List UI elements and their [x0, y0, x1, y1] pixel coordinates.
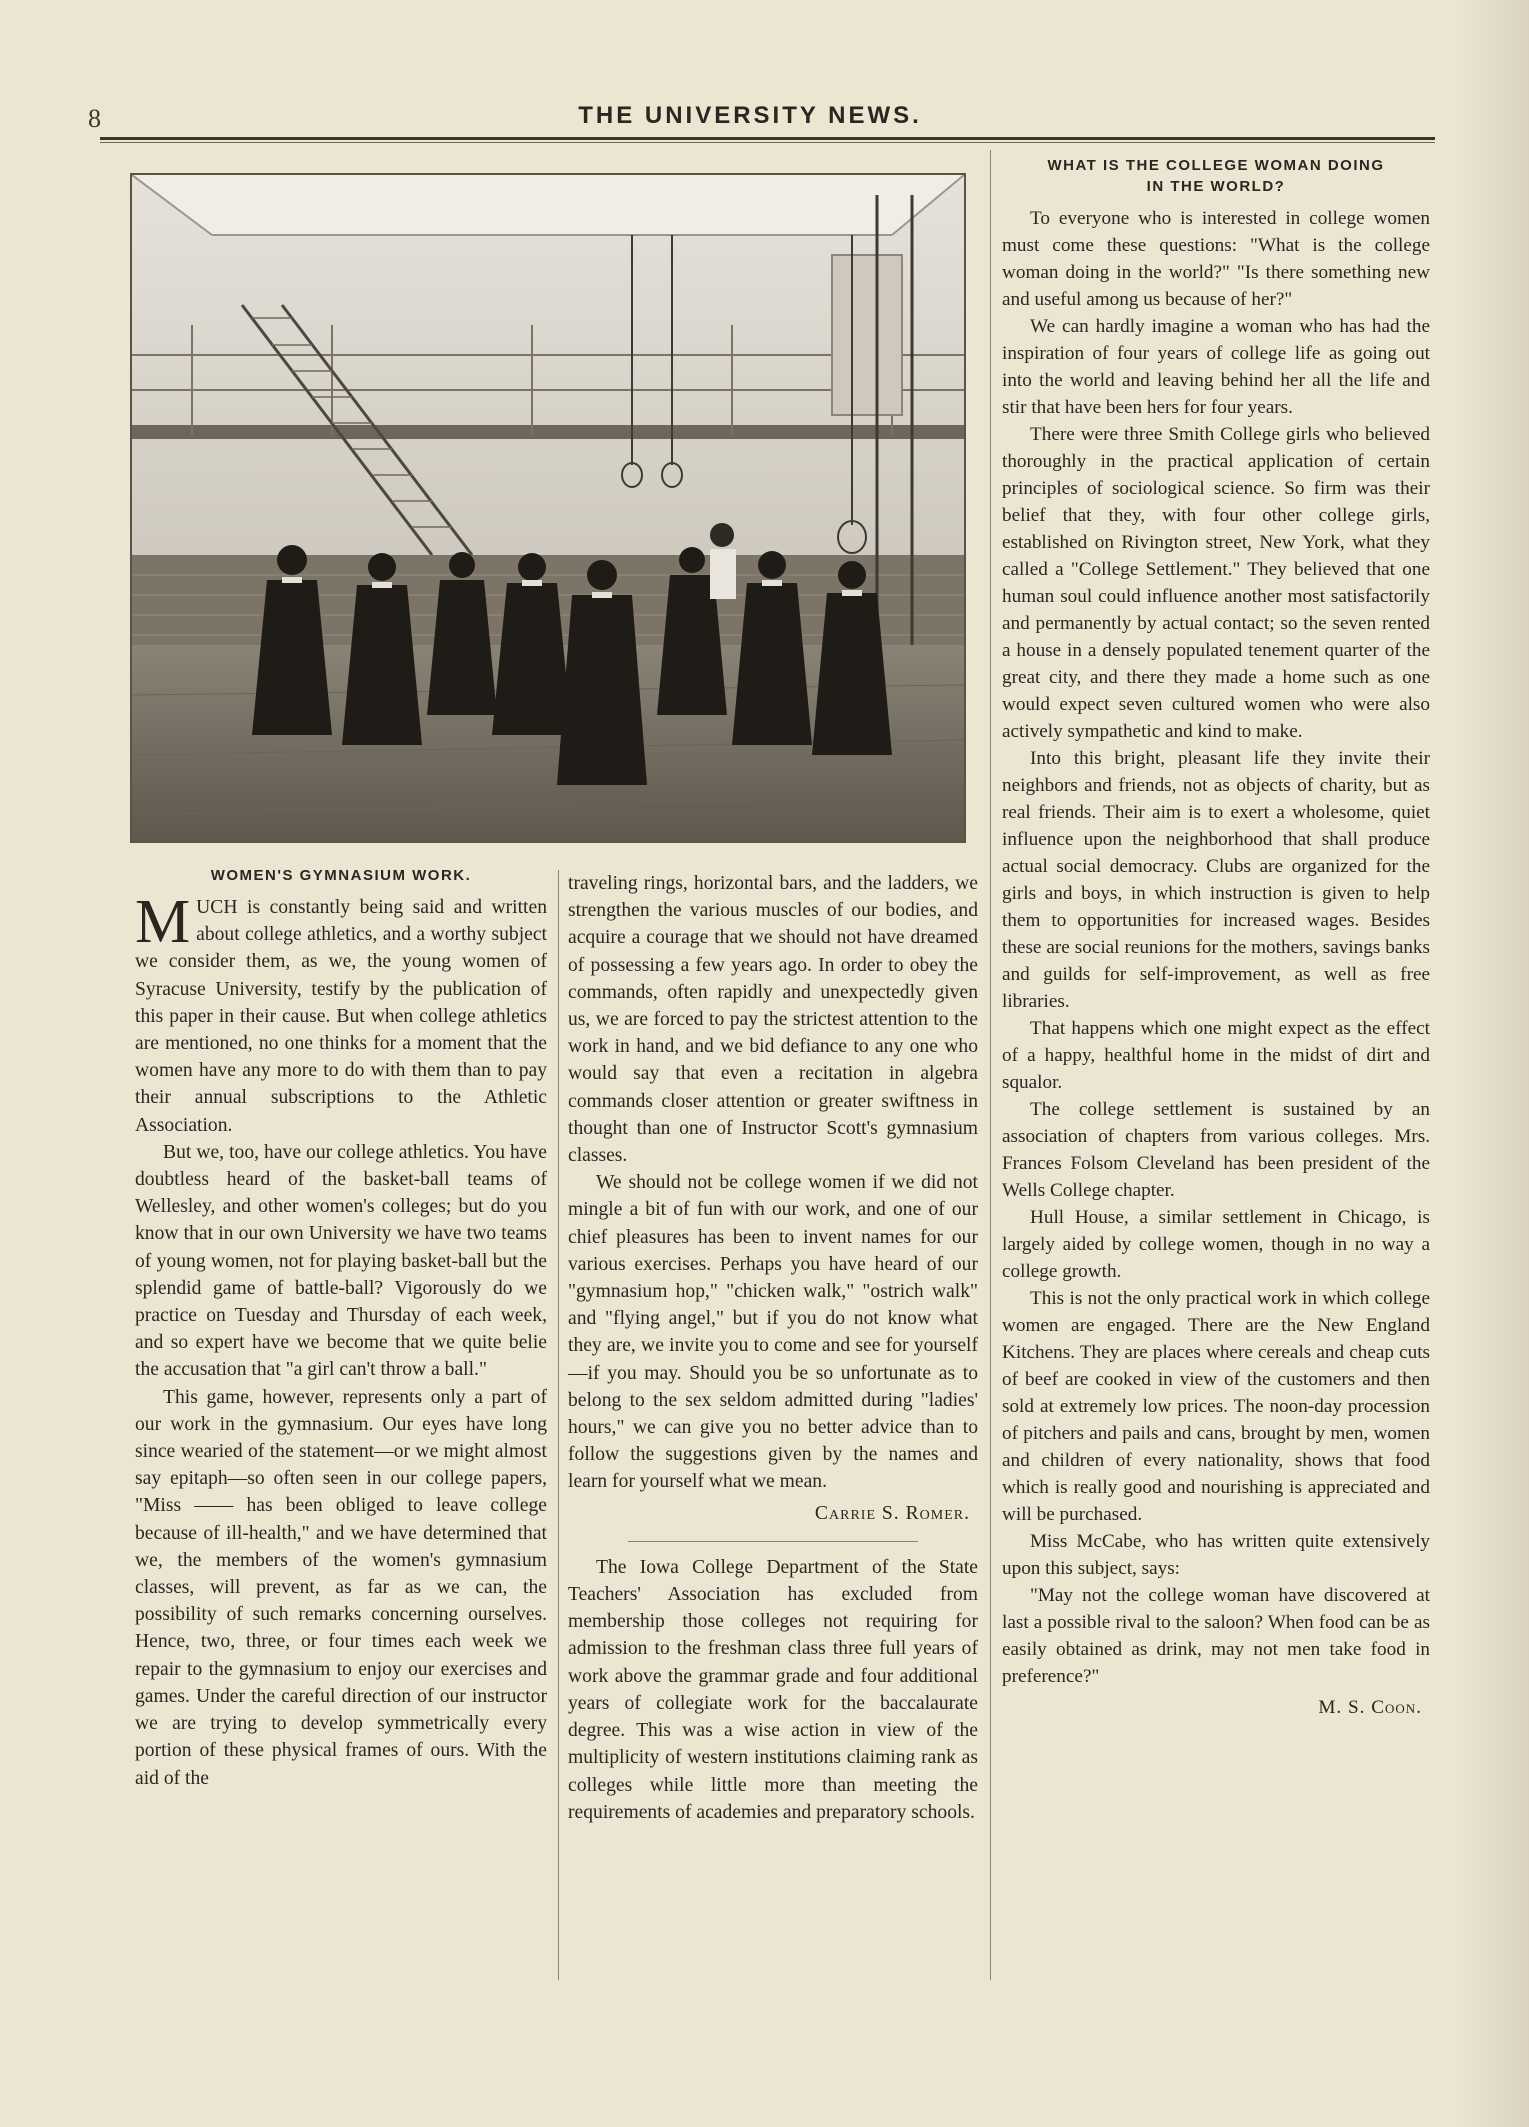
title-line: WHAT IS THE COLLEGE WOMAN DOING: [1047, 157, 1385, 174]
page-number: 8: [88, 104, 101, 133]
masthead: THE UNIVERSITY NEWS.: [578, 102, 922, 129]
article-paragraph: The college settlement is sustained by an association of chapters from various colleges. Mrs. Frances Folsom Cleveland has been president of the Wells College chapter.: [1002, 1099, 1430, 1201]
title-line: IN THE WORLD?: [1146, 178, 1286, 195]
article-college-woman-column: [1002, 155, 1430, 1735]
article-separator: [628, 1541, 918, 1542]
paragraph-text: UCH is constantly being said and written about college athletics, and a worthy subject we consider them, as we, the young women of Syracuse University, testify by the publication of this paper in their cause. But when college athletics are mentioned, no one thinks for a moment that the women have any more to do with them than to pay their annual subscriptions to the Athletic Association.: [135, 897, 547, 1136]
article-paragraph: That happens which one might expect as the effect of a happy, healthful home in the midst of dirt and squalor.: [1002, 1018, 1430, 1093]
article-paragraph: Miss McCabe, who has written quite extensively upon this subject, says:: [1002, 1531, 1430, 1579]
article-quote: "May not the college woman have discovered at last a possible rival to the saloon? When food can be as easily obtained as drink, may not men take food in preference?": [1002, 1585, 1430, 1687]
column-divider-left: [558, 870, 559, 1980]
article-womens-gymnasium-col2: [568, 870, 978, 1826]
article-paragraph: Hull House, a similar settlement in Chicago, is largely aided by college women, though in no way a college growth.: [1002, 1207, 1430, 1282]
article-womens-gymnasium-col1: [135, 865, 547, 1792]
gymnasium-illustration: [132, 175, 964, 841]
header-rule: [100, 137, 1435, 140]
article-paragraph: This is not the only practical work in which college women are engaged. There are the New England Kitchens. They are places where cereals and cheap cuts of beef are cooked in view of the customers and then sold at extremely low prices. The noon-day procession of pitchers and pails and cans, brought by men, women and children of every nationality, shows that food which is really good and nourishing is appreciated and will be purchased.: [1002, 1288, 1430, 1525]
gymnasium-photograph: [130, 173, 966, 843]
header-rule-thin: [100, 142, 1435, 143]
article-paragraph: This game, however, represents only a part of our work in the gymnasium. Our eyes have long since wearied of the statement—or we might almost say epitaph—so often seen in our college papers, "Miss —— has been obliged to leave college because of ill-health," and we have determined that we, the members of the women's gymnasium classes, will prevent, as far as we can, the possibility of such remarks concerning ourselves. Hence, two, three, or four times each week we repair to the gymnasium to enjoy our exercises and games. Under the careful direction of our instructor we are trying to develop symmetrically every portion of these physical frames of ours. With the aid of the: [135, 1386, 547, 1789]
article-paragraph: There were three Smith College girls who believed thoroughly in the practical application of certain principles of sociological science. So firm was their belief that they, with four other college girls, established on Rivington street, New York, what they called a "College Settlement." They believed that one human soul could influence another most satisfactorily and permanently by actual contact; so the seven rented a house in a densely populated tenement quarter of the great city, and there they made a home such as one would expect seven cultured women who were also actively sympathetic and kind to make.: [1002, 424, 1430, 742]
article-title-college-woman: [1002, 155, 1430, 197]
article-paragraph: [135, 888, 547, 1139]
drop-cap: M: [135, 888, 191, 956]
article-paragraph: To everyone who is interested in college women must come these questions: "What is the college woman doing in the world?" "Is there something new and useful among us because of her?": [1002, 208, 1430, 310]
article-paragraph: But we, too, have our college athletics. You have doubtless heard of the basket-ball teams of Wellesley, and other women's colleges; but do you know that in our own University we have two teams of young women, not for playing basket-ball but the splendid game of battle-ball? Vigorously do we practice on Tuesday and Thursday of each week, and so expert have we become that we quite belie the accusation that "a girl can't throw a ball.": [135, 1141, 547, 1381]
article-paragraph: traveling rings, horizontal bars, and the ladders, we strengthen the various muscles of our bodies, and acquire a courage that we should not have dreamed of possessing a few years ago. In order to obey the commands, often rapidly and unexpectedly given us, we are forced to pay the strictest attention to the work in hand, and we bid defiance to any one who would say that even a recitation in algebra commands closer attention or greater swiftness in thought than one of Instructor Scott's gymnasium classes.: [568, 873, 978, 1167]
author-signature: Carrie S. Romer.: [814, 1502, 970, 1524]
article-paragraph: We can hardly imagine a woman who has had the inspiration of four years of college life as going out into the world and leaving behind her all the life and stir that have been hers for four years.: [1002, 316, 1430, 418]
author-signature: M. S. Coon.: [1318, 1697, 1422, 1718]
column-divider-right: [990, 150, 991, 1980]
article-paragraph: Into this bright, pleasant life they invite their neighbors and friends, not as objects of charity, but as real friends. Their aim is to exert a wholesome, quiet influence upon the neighborhood that shall produce actual social democracy. Clubs are organized for the girls and boys, in which instruction is given to help them to opportunities for increased wages. Besides these are social reunions for the mothers, savings banks and guilds for self-improvement, as well as free libraries.: [1002, 748, 1430, 1012]
article-paragraph: We should not be college women if we did not mingle a bit of fun with our work, and one of our chief pleasures has been to invent names for our various exercises. Perhaps you have heard of our "gymnasium hop," "chicken walk," "ostrich walk" and "flying angel," but if you do not know what they are, we invite you to come and see for yourself—if you may. Should you be so unfortunate as to belong to the sex seldom admitted during "ladies' hours," we can give you no better advice than to follow the suggestions given by the names and learn for yourself what we mean.: [568, 1172, 978, 1493]
article-title-womens-gymnasium: WOMEN'S GYMNASIUM WORK.: [210, 867, 472, 884]
article-iowa-college: The Iowa College Department of the State Teachers' Association has excluded from membership those colleges not requiring for admission to the freshman class three full years of work above the grammar grade and four additional years of collegiate work for the baccalaurate degree. This was a wise action in view of the multiplicity of western institutions claiming rank as colleges while little more than meeting the requirements of academies and preparatory schools.: [568, 1556, 978, 1823]
